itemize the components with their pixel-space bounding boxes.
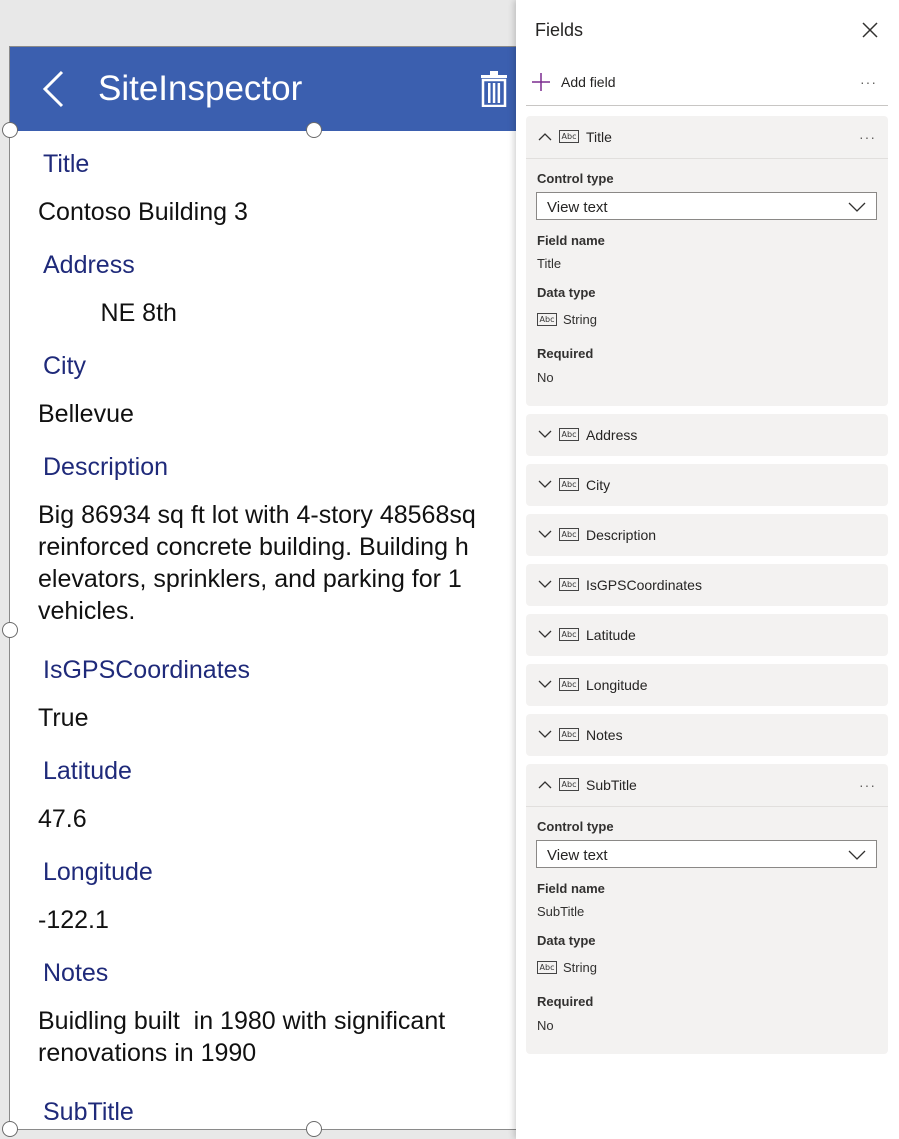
field-card-header[interactable]	[526, 714, 888, 756]
more-options-icon[interactable]: ···	[859, 777, 876, 793]
data-type-row	[537, 312, 597, 327]
form-field-label: Latitude	[43, 757, 132, 785]
field-card-description[interactable]	[526, 514, 888, 556]
form-field-value: Big 86934 sq ft lot with 4-story 48568sq	[38, 501, 476, 529]
field-card-title: SubTitle	[586, 777, 637, 793]
control-type-dropdown[interactable]	[536, 840, 877, 868]
field-name-label: Field name	[537, 881, 605, 896]
field-card-title: Notes	[586, 727, 623, 743]
form-field-label: Longitude	[43, 858, 153, 886]
field-card-title: Longitude	[586, 677, 648, 693]
resize-handle-top-left[interactable]	[2, 122, 18, 138]
data-type-label: Data type	[537, 933, 596, 948]
text-type-icon: Abc	[559, 628, 579, 641]
field-card-subtitle[interactable]	[526, 764, 888, 1054]
form-field-value: NE 8th	[38, 299, 177, 327]
text-type-icon: Abc	[537, 961, 557, 974]
field-card-header[interactable]	[526, 764, 888, 806]
form-field-label: Notes	[43, 959, 109, 987]
field-card-header[interactable]	[526, 564, 888, 606]
form-field-value: Buidling built in 1980 with significant	[38, 1007, 446, 1035]
form-field-value: 47.6	[38, 805, 87, 833]
field-card-header[interactable]	[526, 414, 888, 456]
field-name-value: SubTitle	[537, 904, 585, 919]
chevron-down-icon[interactable]	[538, 680, 552, 689]
field-card-latitude[interactable]	[526, 614, 888, 656]
field-card-notes[interactable]	[526, 714, 888, 756]
chevron-down-icon	[848, 850, 866, 860]
field-name-label: Field name	[537, 233, 605, 248]
control-type-value: View text	[547, 199, 608, 216]
form-field-label: SubTitle	[43, 1098, 134, 1126]
chevron-up-icon[interactable]	[538, 132, 552, 141]
form-field-label: Description	[43, 453, 169, 481]
form-field-label: Title	[43, 150, 90, 178]
chevron-down-icon[interactable]	[538, 480, 552, 489]
chevron-down-icon[interactable]	[538, 730, 552, 739]
chevron-down-icon[interactable]	[538, 580, 552, 589]
pane-title: Fields	[535, 20, 584, 40]
control-type-label: Control type	[537, 819, 614, 834]
field-card-title: City	[586, 477, 611, 493]
field-card-header[interactable]	[526, 664, 888, 706]
field-card-title: Title	[586, 129, 612, 145]
more-options-icon[interactable]: ···	[860, 74, 877, 90]
field-card-header[interactable]	[526, 614, 888, 656]
required-value: No	[537, 1018, 554, 1033]
control-type-label: Control type	[537, 171, 614, 186]
field-card-header[interactable]	[526, 116, 888, 158]
trash-icon[interactable]	[480, 71, 508, 107]
control-type-value: View text	[547, 847, 608, 864]
form-field-value: Contoso Building 3	[38, 198, 248, 226]
fields-pane	[516, 0, 899, 1139]
field-card-title: Latitude	[586, 627, 636, 643]
field-card-longitude[interactable]	[526, 664, 888, 706]
resize-handle-bottom-left[interactable]	[2, 1121, 18, 1137]
field-name-value: Title	[537, 256, 562, 271]
text-type-icon: Abc	[559, 478, 579, 491]
field-card-title: IsGPSCoordinates	[586, 577, 702, 593]
field-card-title[interactable]	[526, 116, 888, 406]
form-field-value: Bellevue	[38, 400, 134, 428]
form-field-value: True	[38, 704, 89, 732]
more-options-icon[interactable]: ···	[859, 129, 876, 145]
data-type-value: String	[563, 312, 597, 327]
text-type-icon: Abc	[559, 728, 579, 741]
add-field-label: Add field	[561, 74, 616, 90]
resize-handle-middle-left[interactable]	[2, 622, 18, 638]
required-label: Required	[537, 994, 594, 1009]
plus-icon	[531, 72, 551, 92]
pane-divider	[526, 105, 888, 106]
text-type-icon: Abc	[559, 778, 579, 791]
data-type-row	[537, 960, 597, 975]
text-type-icon: Abc	[559, 578, 579, 591]
add-field-button[interactable]	[531, 71, 615, 93]
field-card-header[interactable]	[526, 464, 888, 506]
form-field-value: reinforced concrete building. Building h	[38, 533, 469, 561]
field-card-isgpscoordinates[interactable]	[526, 564, 888, 606]
text-type-icon: Abc	[559, 130, 579, 143]
resize-handle-bottom-middle[interactable]	[306, 1121, 322, 1137]
chevron-up-icon[interactable]	[538, 780, 552, 789]
data-type-value: String	[563, 960, 597, 975]
form-field-label: Address	[43, 251, 135, 279]
text-type-icon: Abc	[559, 528, 579, 541]
chevron-down-icon[interactable]	[538, 530, 552, 539]
control-type-dropdown[interactable]	[536, 192, 877, 220]
form-field-label: City	[43, 352, 87, 380]
form-field-value: elevators, sprinklers, and parking for 1	[38, 565, 462, 593]
text-type-icon: Abc	[537, 313, 557, 326]
back-arrow-icon[interactable]	[40, 69, 68, 109]
field-card-address[interactable]	[526, 414, 888, 456]
text-type-icon: Abc	[559, 678, 579, 691]
app-title: SiteInspector	[98, 69, 303, 108]
form-field-value: vehicles.	[38, 597, 136, 625]
field-card-header[interactable]	[526, 514, 888, 556]
form-field-value: -122.1	[38, 906, 109, 934]
resize-handle-top-middle[interactable]	[306, 122, 322, 138]
field-card-title: Description	[586, 527, 657, 543]
chevron-down-icon[interactable]	[538, 630, 552, 639]
required-value: No	[537, 370, 554, 385]
required-label: Required	[537, 346, 594, 361]
chevron-down-icon	[848, 202, 866, 212]
card-divider	[526, 158, 888, 159]
field-card-city[interactable]	[526, 464, 888, 506]
form-field-value: renovations in 1990	[38, 1039, 257, 1067]
data-type-label: Data type	[537, 285, 596, 300]
form-field-label: IsGPSCoordinates	[43, 656, 251, 684]
card-divider	[526, 806, 888, 807]
close-icon[interactable]	[860, 20, 880, 40]
text-type-icon: Abc	[559, 428, 579, 441]
chevron-down-icon[interactable]	[538, 430, 552, 439]
field-card-title: Address	[586, 427, 638, 443]
